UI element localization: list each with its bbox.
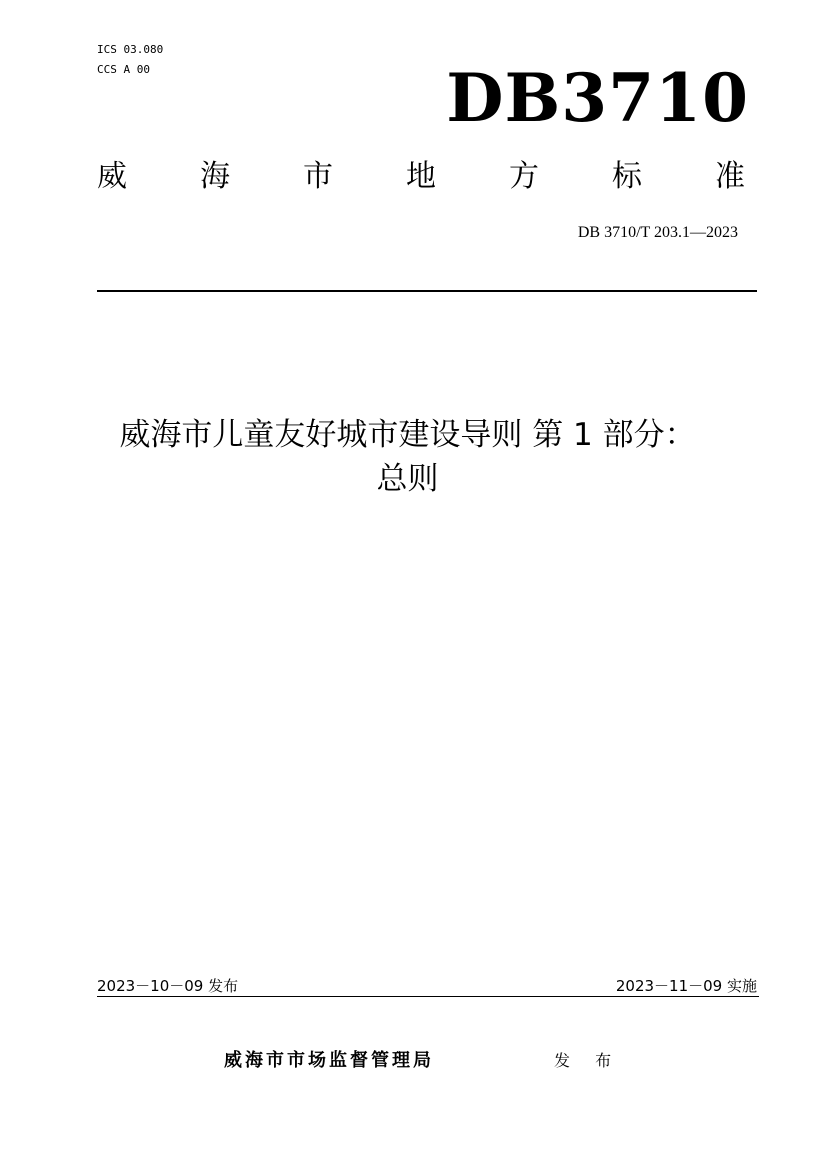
issue-date: 2023－10－09 发布	[97, 977, 239, 995]
document-title-line2: 总则	[376, 461, 439, 497]
standard-type-char: 方	[509, 159, 539, 194]
ccs-code: CCS A 00	[97, 63, 150, 76]
standard-type-char: 标	[612, 159, 642, 194]
standard-type-char: 海	[200, 159, 230, 194]
ics-code: ICS 03.080	[97, 43, 164, 56]
standard-type-char: 威	[97, 159, 127, 194]
standard-number: DB 3710/T 203.1—2023	[577, 224, 738, 241]
standard-type-char: 地	[406, 159, 436, 194]
implement-date: 2023－11－09 实施	[615, 977, 757, 995]
standard-type-char: 市	[303, 159, 333, 194]
publisher-name: 威海市市场监督管理局	[224, 1050, 434, 1071]
publish-label: 发 布	[554, 1051, 622, 1070]
footer-divider	[97, 996, 759, 997]
standard-code: DB3710	[446, 59, 749, 137]
standard-type	[97, 157, 745, 197]
document-title-line1: 威海市儿童友好城市建设导则 第 1 部分：	[119, 417, 696, 453]
standard-type-char: 准	[715, 159, 745, 194]
header-divider	[97, 290, 757, 292]
